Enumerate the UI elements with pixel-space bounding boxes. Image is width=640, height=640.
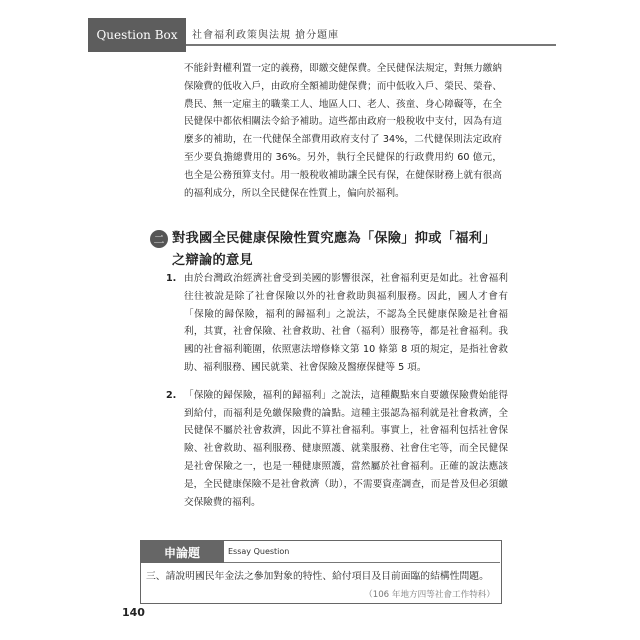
essay-rule (224, 562, 500, 563)
list-item (166, 270, 508, 377)
header-box (88, 18, 186, 52)
list-item (166, 387, 508, 512)
list-item-text: 由於台灣政治經濟社會受到美國的影響很深，社會福利更是如此。社會福利往往被說是除了社會保險以外的社會救助與福利服務。因此，國人才會有「保險的歸保險，福利的歸福利」之說法，不認為全民健康保險是社會福利，其實，社會保險、社會救助、社會（福利）服務等，都是社會福利。我國的社會福利範圍，依照憲法增修條文第 10 條第 8 項的規定，是指社會救助、福利服務、國民就業、社會保險及醫療保健等 5 項。 (184, 273, 508, 373)
list-item-number: 1. (166, 273, 177, 284)
header-rule (186, 44, 556, 46)
essay-source: （106 年地方四等社會工作特科） (364, 590, 495, 600)
page-number: 140 (122, 606, 145, 619)
essay-sub-label: Essay Question (228, 547, 290, 556)
essay-question: 三、請說明國民年金法之參加對象的特性、給付項目及目前面臨的結構性問題。 (146, 571, 489, 582)
intro-paragraph: 不能針對權利置一定的義務，即繳交健保費。全民健保法規定，對無力繳納保險費的低收入戶，由政府全額補助健保費；而中低收入戶、榮民、榮眷、農民、無一定雇主的職業工人、地區人口、老人、孩童、身心障礙等，在全民健保中都依相關法令給予補助。這些都由政府一般稅收中支付，因為有這麼多的補助，在一代健保全部費用政府支付了 34%，二代健保則法定政府至少要負擔總費用的 36%。另外，執行全民健保的行政費用約 60 億元，也全是公務預算支付。用一般稅收補助讓全民有保，在健保財務上就有很高的福利成分，所以全民健保在性質上，偏向於福利。 (184, 63, 502, 199)
answer-list (166, 270, 508, 521)
section-title: 對我國全民健康保險性質究應為「保險」抑或「福利」之辯論的意見 (172, 231, 496, 268)
section-number-icon: 二 (150, 230, 168, 248)
list-item-number: 2. (166, 389, 177, 401)
essay-tab: 申論題 (140, 541, 224, 563)
list-item-text: 「保險的歸保險，福利的歸福利」之說法，這種觀點來自要繳保險費始能得到給付，而福利是免繳保險費的論點。這種主張認為福利就是社會救濟，全民健保不屬於社會救濟，因此不算社會福利。事實上，社會福利包括社會保險、社會救助、福利服務、健康照護、就業服務、社會住宅等，而全民健保是社會保險之一，也是一種健康照護，當然屬於社會福利。正確的說法應該是，全民健康保險不是社會救濟（助），不需要資產調查，而是普及但必須繳交保險費的福利。 (184, 389, 508, 508)
header-box-label: Question Box (96, 28, 178, 42)
header-title: 社會福利政策與法規 搶分題庫 (192, 30, 340, 41)
